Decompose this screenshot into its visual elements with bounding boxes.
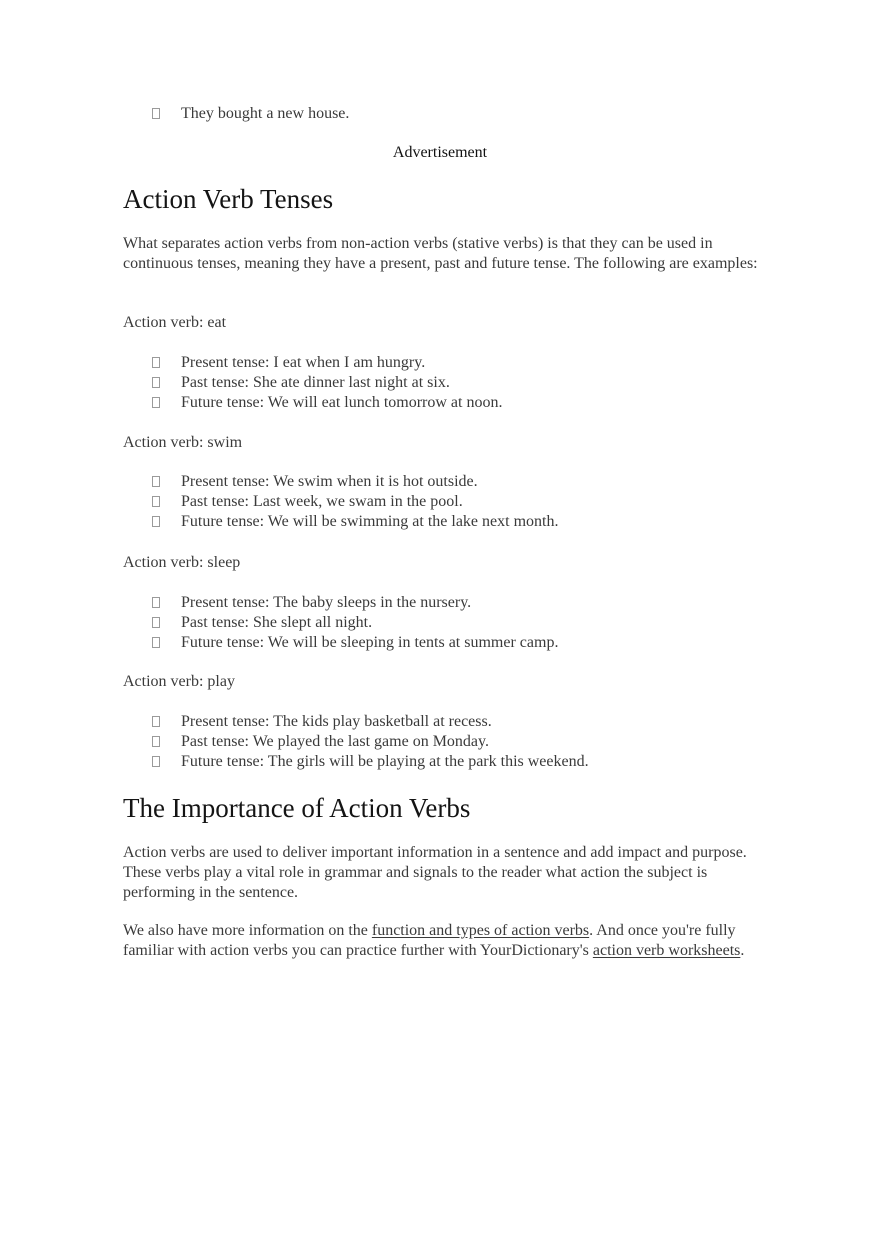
- importance-paragraph: Action verbs are used to deliver important information in a sentence and add impact and purpose. These verbs play a vital role in grammar and signals to the reader what action the subject is performing in the sentence.: [123, 844, 747, 901]
- checkbox-square-icon: [152, 496, 160, 507]
- checkbox-square-icon: [152, 736, 160, 747]
- list-item-text: Future tense: We will eat lunch tomorrow at noon.: [181, 394, 503, 411]
- list-item-text: Present tense: We swim when it is hot outside.: [181, 473, 478, 490]
- paragraph-text: . And once you're fully familiar with action verbs you can practice further with YourDictionary's: [123, 922, 736, 959]
- list-item: [123, 104, 349, 124]
- group-label-play: Action verb: play: [123, 673, 235, 690]
- list-item: [123, 492, 558, 512]
- list-item-text: They bought a new house.: [181, 105, 350, 122]
- bullet-list-sleep: [123, 593, 558, 653]
- checkbox-square-icon: [152, 637, 160, 648]
- group-label-eat: Action verb: eat: [123, 314, 227, 331]
- bullet-list-eat: [123, 353, 502, 413]
- group-label-sleep: Action verb: sleep: [123, 554, 241, 571]
- list-item-text: Present tense: The baby sleeps in the nursery.: [181, 594, 472, 611]
- section-heading-importance: The Importance of Action Verbs: [123, 793, 471, 823]
- checkbox-square-icon: [152, 377, 160, 388]
- checkbox-square-icon: [152, 716, 160, 727]
- advertisement-label: Advertisement: [392, 144, 488, 161]
- checkbox-square-icon: [152, 476, 160, 487]
- paragraph-text: We also have more information on the: [123, 922, 372, 939]
- list-item: [123, 353, 502, 373]
- list-item: [123, 373, 502, 393]
- action-verb-worksheets-link[interactable]: action verb worksheets: [592, 942, 741, 959]
- list-item: [123, 732, 589, 752]
- list-item-text: Past tense: Last week, we swam in the pool.: [181, 493, 463, 510]
- function-and-types-link[interactable]: function and types of action verbs: [371, 922, 590, 939]
- checkbox-square-icon: [152, 397, 160, 408]
- list-item: [123, 752, 589, 772]
- group-label-swim: Action verb: swim: [123, 434, 243, 451]
- list-item-text: Future tense: We will be swimming at the lake next month.: [181, 513, 559, 530]
- list-item: [123, 613, 558, 633]
- checkbox-square-icon: [152, 357, 160, 368]
- checkbox-square-icon: [152, 756, 160, 767]
- section-heading-action-verb-tenses: Action Verb Tenses: [123, 184, 334, 214]
- paragraph-text: .: [740, 942, 745, 959]
- list-item: [123, 512, 558, 532]
- list-item-text: Future tense: The girls will be playing at the park this weekend.: [181, 753, 589, 770]
- intro-paragraph: What separates action verbs from non-action verbs (stative verbs) is that they can be used in continuous tenses, meaning they have a present, past and future tense. The following are examples:: [123, 235, 758, 272]
- list-item: [123, 633, 558, 653]
- list-item: [123, 393, 502, 413]
- top-bullet-list: [123, 104, 349, 124]
- list-item-text: Present tense: I eat when I am hungry.: [181, 354, 426, 371]
- bullet-list-swim: [123, 472, 558, 532]
- more-info-paragraph: [123, 921, 763, 961]
- list-item-text: Present tense: The kids play basketball at recess.: [181, 713, 492, 730]
- list-item: [123, 472, 558, 492]
- checkbox-square-icon: [152, 108, 160, 119]
- bullet-list-play: [123, 712, 589, 772]
- list-item: [123, 593, 558, 613]
- checkbox-square-icon: [152, 597, 160, 608]
- list-item: [123, 712, 589, 732]
- list-item-text: Past tense: She ate dinner last night at six.: [181, 374, 450, 391]
- list-item-text: Future tense: We will be sleeping in tents at summer camp.: [181, 634, 559, 651]
- list-item-text: Past tense: We played the last game on Monday.: [181, 733, 489, 750]
- checkbox-square-icon: [152, 617, 160, 628]
- list-item-text: Past tense: She slept all night.: [181, 614, 373, 631]
- checkbox-square-icon: [152, 516, 160, 527]
